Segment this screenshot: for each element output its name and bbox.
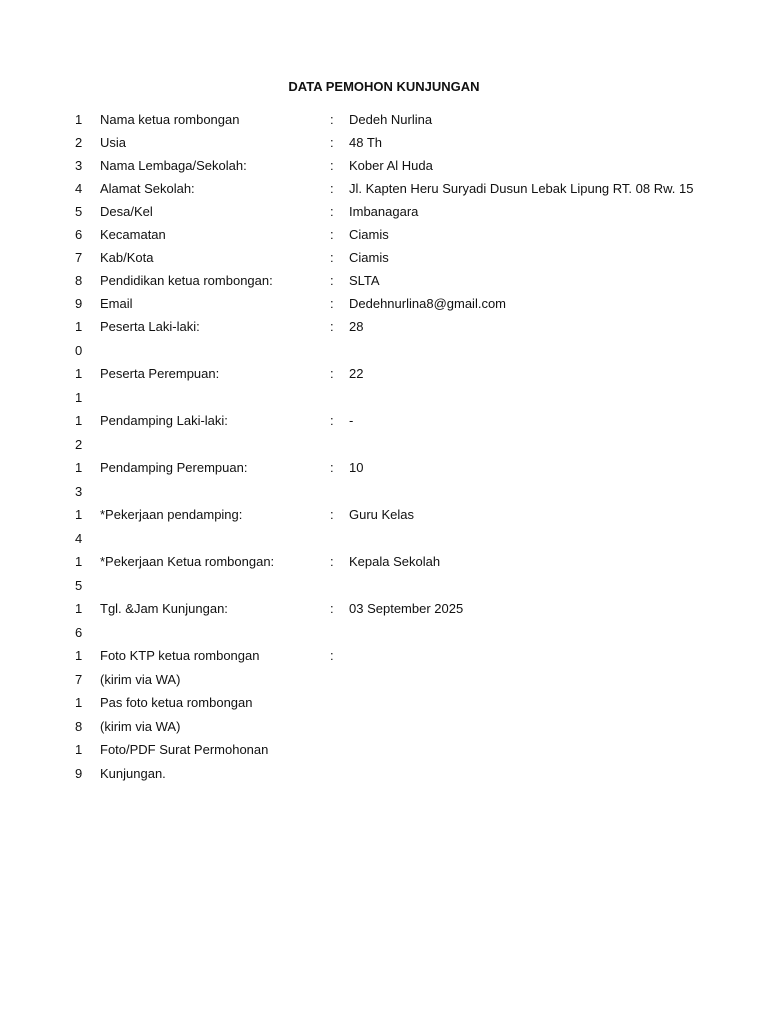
field-value: 22 xyxy=(349,366,364,381)
form-row xyxy=(0,108,768,131)
form-rows xyxy=(0,108,768,785)
row-number-digit: 0 xyxy=(75,342,83,358)
field-label-line: Kab/Kota xyxy=(100,250,154,265)
field-value: - xyxy=(349,413,354,428)
field-colon: : xyxy=(330,554,334,569)
field-label xyxy=(100,362,325,386)
row-number-digit: 1 xyxy=(75,366,83,381)
field-label xyxy=(100,691,325,738)
row-number xyxy=(75,131,89,155)
field-label-line: Foto KTP ketua rombongan xyxy=(100,648,260,663)
field-colon: : xyxy=(330,135,334,150)
field-label-line: Nama ketua rombongan xyxy=(100,112,240,127)
field-label xyxy=(100,131,325,155)
document-title: DATA PEMOHON KUNJUNGAN xyxy=(288,79,480,94)
row-number-digit: 1 xyxy=(75,389,83,405)
field-label-line: Kecamatan xyxy=(100,227,166,242)
form-row xyxy=(0,362,768,409)
field-label-line: (kirim via WA) xyxy=(100,718,181,734)
field-colon: : xyxy=(330,112,334,127)
form-row xyxy=(0,177,768,200)
row-number-digit: 1 xyxy=(75,648,83,663)
row-number-digit: 8 xyxy=(75,273,83,288)
field-label xyxy=(100,177,325,201)
row-number xyxy=(75,691,89,738)
row-number-digit: 9 xyxy=(75,765,83,781)
form-row xyxy=(0,550,768,597)
form-row xyxy=(0,292,768,315)
row-number xyxy=(75,409,89,456)
row-number-digit: 2 xyxy=(75,135,83,150)
field-colon: : xyxy=(330,181,334,196)
row-number xyxy=(75,738,89,785)
row-number xyxy=(75,503,89,550)
field-label-line: Usia xyxy=(100,135,127,150)
row-number xyxy=(75,550,89,597)
row-number-digit: 1 xyxy=(75,460,83,475)
row-number xyxy=(75,315,89,362)
field-label-line: Peserta Laki-laki: xyxy=(100,319,200,334)
field-label-line: Pendidikan ketua rombongan: xyxy=(100,273,273,288)
form-row xyxy=(0,409,768,456)
field-colon: : xyxy=(330,273,334,288)
field-colon: : xyxy=(330,460,334,475)
field-value: Dedeh Nurlina xyxy=(349,112,433,127)
row-number-digit: 5 xyxy=(75,577,83,593)
form-row xyxy=(0,269,768,292)
row-number xyxy=(75,246,89,270)
row-number xyxy=(75,223,89,247)
row-number xyxy=(75,456,89,503)
row-number-digit: 1 xyxy=(75,601,83,616)
field-value: Kober Al Huda xyxy=(349,158,433,173)
field-colon: : xyxy=(330,296,334,311)
field-label xyxy=(100,738,325,785)
row-number-digit: 4 xyxy=(75,181,83,196)
form-row xyxy=(0,223,768,246)
field-label-line: Foto/PDF Surat Permohonan xyxy=(100,742,269,757)
field-label xyxy=(100,154,325,178)
row-number-digit: 1 xyxy=(75,319,83,334)
row-number-digit: 1 xyxy=(75,413,83,428)
form-row xyxy=(0,738,768,785)
field-label-line: Pendamping Perempuan: xyxy=(100,460,248,475)
field-label xyxy=(100,644,325,691)
field-colon: : xyxy=(330,250,334,265)
row-number-digit: 1 xyxy=(75,507,83,522)
field-value: Guru Kelas xyxy=(349,507,415,522)
row-number-digit: 6 xyxy=(75,227,83,242)
field-colon: : xyxy=(330,204,334,219)
field-label xyxy=(100,550,325,574)
field-colon: : xyxy=(330,601,334,616)
row-number-digit: 1 xyxy=(75,695,83,710)
form-row xyxy=(0,503,768,550)
field-colon: : xyxy=(330,648,334,663)
field-label-line: Tgl. &Jam Kunjungan: xyxy=(100,601,228,616)
form-row xyxy=(0,200,768,223)
field-label-line: (kirim via WA) xyxy=(100,671,181,687)
row-number xyxy=(75,154,89,178)
field-colon: : xyxy=(330,413,334,428)
form-row xyxy=(0,456,768,503)
field-value: Dedehnurlina8@gmail.com xyxy=(349,296,506,311)
row-number-digit: 6 xyxy=(75,624,83,640)
field-label-line: Peserta Perempuan: xyxy=(100,366,220,381)
field-label xyxy=(100,597,325,621)
field-value: 48 Th xyxy=(349,135,383,150)
row-number-digit: 1 xyxy=(75,112,83,127)
field-label-line: Pendamping Laki-laki: xyxy=(100,413,228,428)
row-number-digit: 7 xyxy=(75,671,83,687)
field-value: Ciamis xyxy=(349,250,389,265)
row-number-digit: 7 xyxy=(75,250,83,265)
field-value: Imbanagara xyxy=(349,204,419,219)
field-label xyxy=(100,456,325,480)
field-label xyxy=(100,269,325,293)
field-label-line: Kunjungan. xyxy=(100,765,166,781)
row-number-digit: 1 xyxy=(75,554,83,569)
row-number xyxy=(75,292,89,316)
row-number-digit: 3 xyxy=(75,158,83,173)
field-label-line: *Pekerjaan Ketua rombongan: xyxy=(100,554,275,569)
field-value: 10 xyxy=(349,460,364,475)
field-value: SLTA xyxy=(349,273,380,288)
field-colon: : xyxy=(330,227,334,242)
field-value: Kepala Sekolah xyxy=(349,554,441,569)
row-number xyxy=(75,177,89,201)
row-number-digit: 5 xyxy=(75,204,83,219)
row-number xyxy=(75,108,89,132)
field-label xyxy=(100,246,325,270)
row-number-digit: 8 xyxy=(75,718,83,734)
field-value: 28 xyxy=(349,319,364,334)
row-number xyxy=(75,269,89,293)
field-label-line: Desa/Kel xyxy=(100,204,153,219)
field-label-line: Pas foto ketua rombongan xyxy=(100,695,253,710)
form-row xyxy=(0,246,768,269)
field-value: Ciamis xyxy=(349,227,389,242)
field-value: Jl. Kapten Heru Suryadi Dusun Lebak Lipung RT. 08 Rw. 15 xyxy=(349,181,694,196)
form-row xyxy=(0,154,768,177)
form-row xyxy=(0,597,768,644)
form-row xyxy=(0,691,768,738)
row-number-digit: 3 xyxy=(75,483,83,499)
form-row xyxy=(0,644,768,691)
row-number xyxy=(75,362,89,409)
field-colon: : xyxy=(330,319,334,334)
field-colon: : xyxy=(330,366,334,381)
row-number xyxy=(75,597,89,644)
field-value: 03 September 2025 xyxy=(349,601,464,616)
field-label xyxy=(100,108,325,132)
field-colon: : xyxy=(330,507,334,522)
row-number-digit: 1 xyxy=(75,742,83,757)
form-row xyxy=(0,131,768,154)
field-label-line: Alamat Sekolah: xyxy=(100,181,195,196)
row-number xyxy=(75,200,89,224)
field-label xyxy=(100,409,325,433)
row-number xyxy=(75,644,89,691)
field-label-line: *Pekerjaan pendamping: xyxy=(100,507,243,522)
row-number-digit: 4 xyxy=(75,530,83,546)
field-label xyxy=(100,223,325,247)
field-label xyxy=(100,292,325,316)
row-number-digit: 9 xyxy=(75,296,83,311)
row-number-digit: 2 xyxy=(75,436,83,452)
form-row xyxy=(0,315,768,362)
field-label-line: Email xyxy=(100,296,133,311)
field-label xyxy=(100,503,325,527)
field-colon: : xyxy=(330,158,334,173)
field-label xyxy=(100,315,325,339)
field-label-line: Nama Lembaga/Sekolah: xyxy=(100,158,247,173)
field-label xyxy=(100,200,325,224)
